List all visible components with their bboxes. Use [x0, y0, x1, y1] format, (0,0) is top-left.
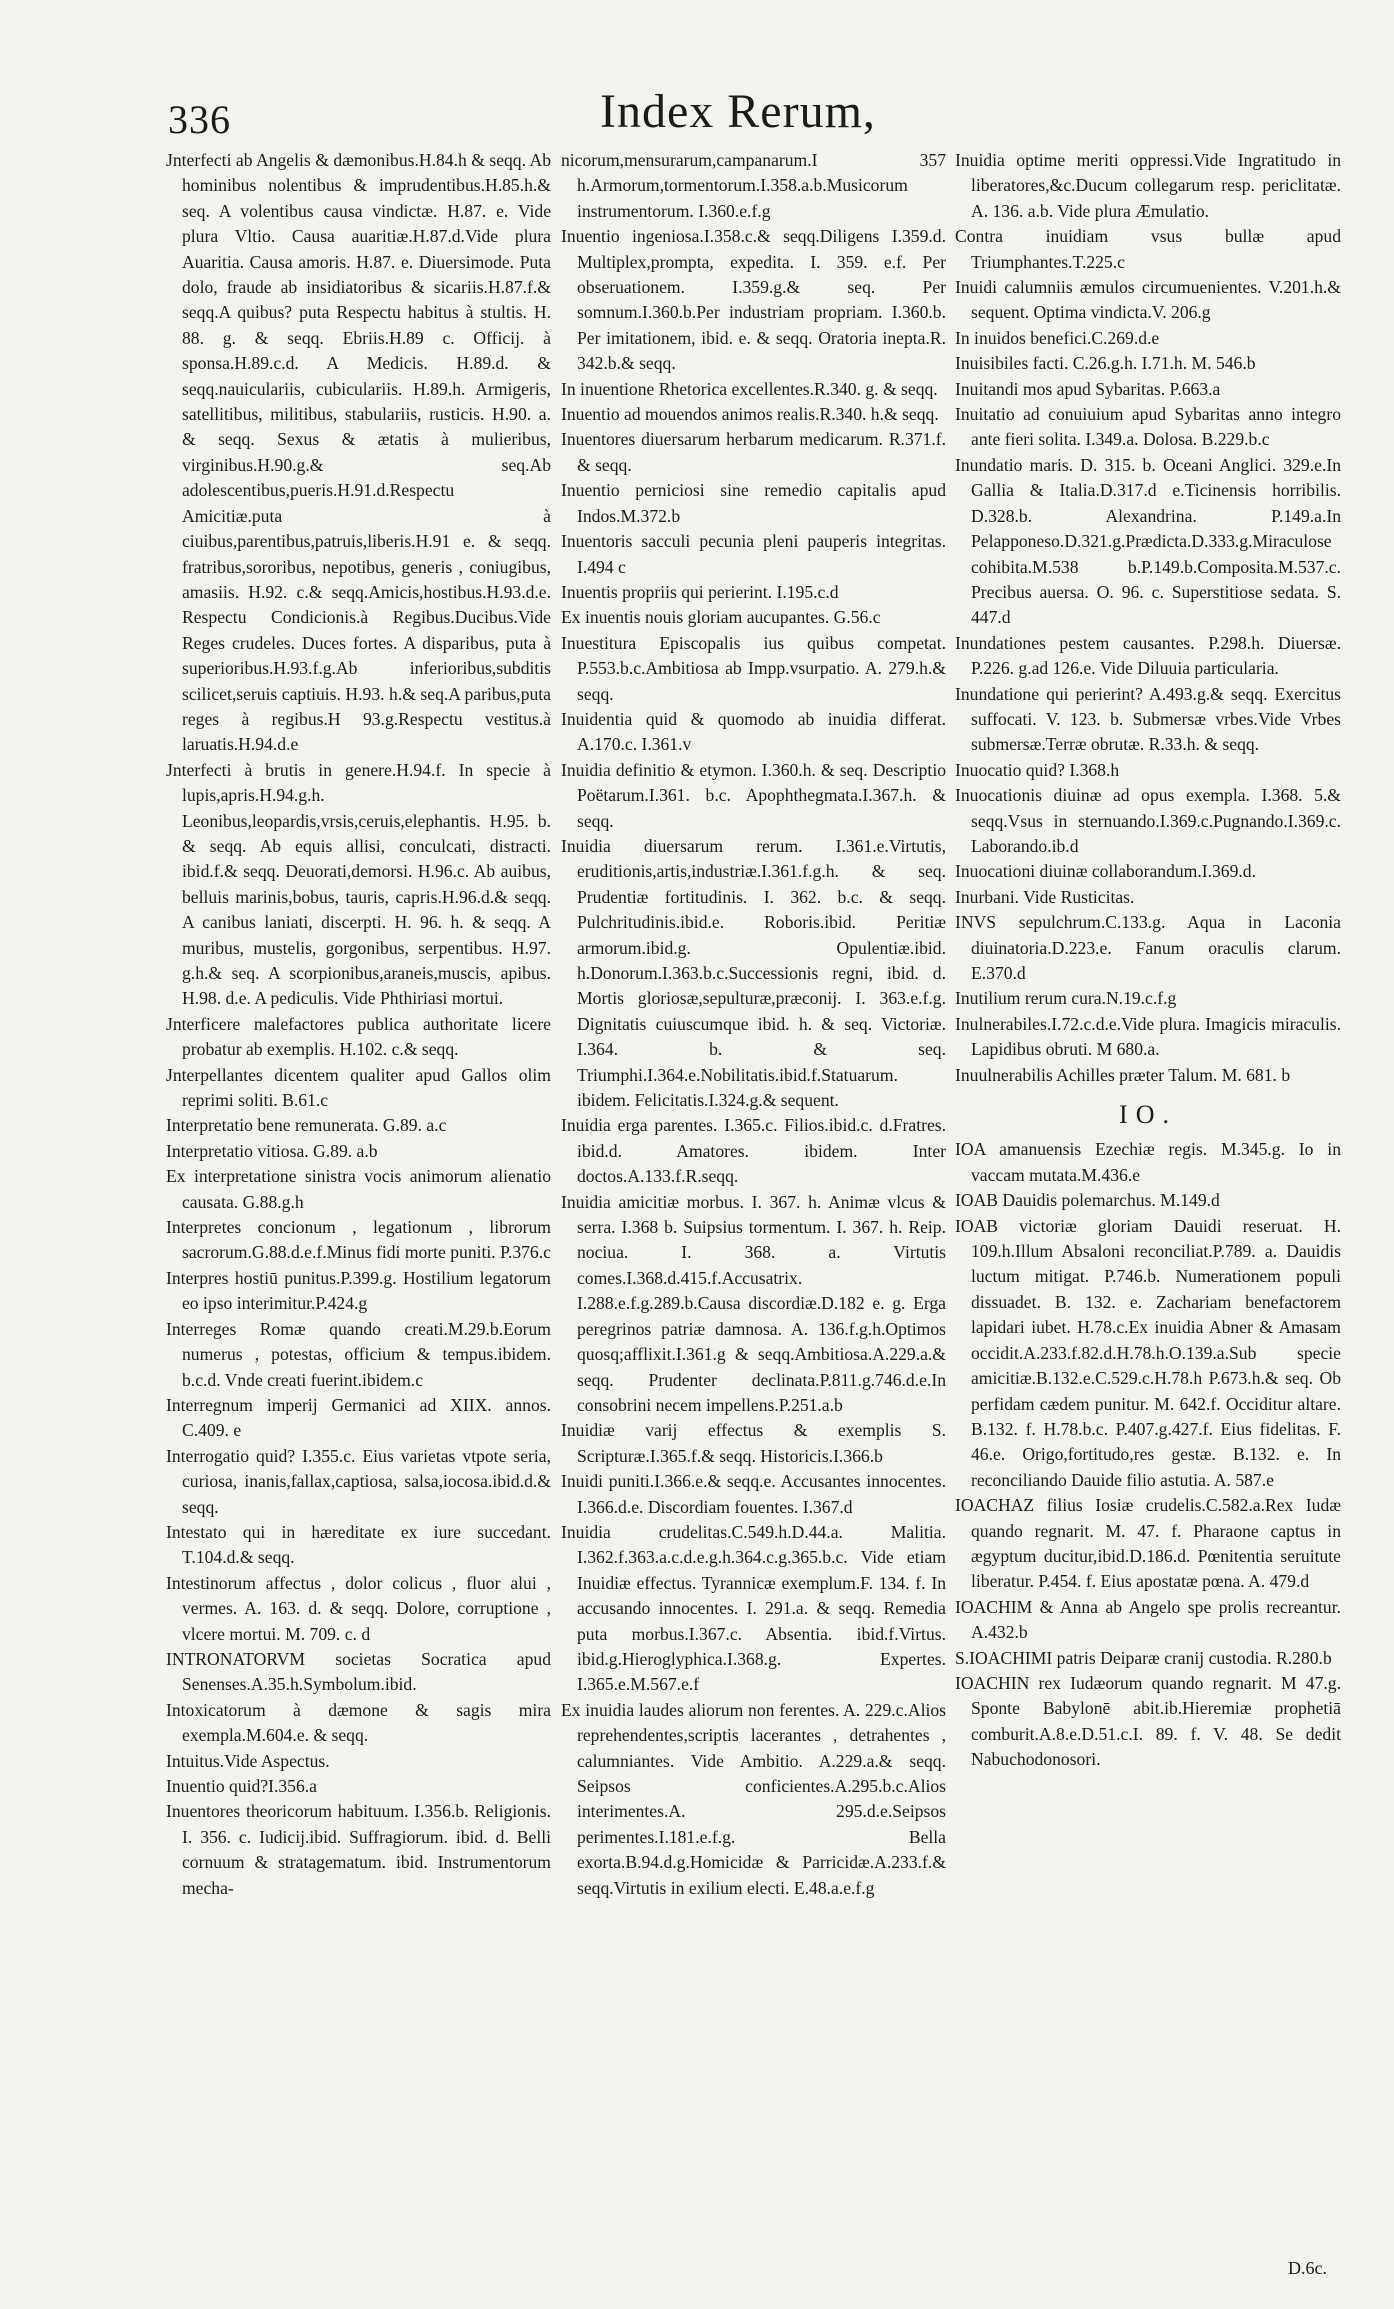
index-column-left	[166, 148, 551, 1901]
index-column-right	[955, 148, 1341, 1773]
index-entry: INTRONATORVM societas Socratica apud Senenses.A.35.h.Symbolum.ibid.	[166, 1648, 551, 1695]
section-heading: IO.	[1119, 1100, 1177, 1130]
index-entry: Ex inuidia laudes aliorum non ferentes. A. 229.c.Alios reprehendentes,scriptis lacerantes , detrahentes , calumniantes. Vide Ambitio. A.229.a.& seqq. Seipsos conficientes.A.295.b.c.Alios interimentes.A. 295.d.e.Seipsos perimentes.I.181.e.f.g. Bella exorta.B.94.d.g.Homicidæ & Parricidæ.A.233.f.& seqq.Virtutis in exilium electi. E.48.a.e.f.g	[561, 1699, 946, 1898]
index-entry: Interpretatio vitiosa. G.89. a.b	[166, 1140, 378, 1161]
index-entry: Interrogatio quid? I.355.c. Eius varietas vtpote seria, curiosa, inanis,fallax,captiosa, salsa,iocosa.ibid.d.& seqq.	[166, 1445, 551, 1517]
index-entry: Inutilium rerum cura.N.19.c.f.g	[955, 988, 1177, 1009]
index-entry: Inuidi calumniis æmulos circumuenientes. V.201.h.& sequent. Optima vindicta.V. 206.g	[955, 277, 1341, 323]
page-title: Index Rerum,	[600, 85, 876, 138]
index-entry: Jnterfecti ab Angelis & dæmonibus.H.84.h & seqq. Ab hominibus nolentibus & imprudentibus.H.85.h.& seq. A volentibus causa vindictæ. H.87. e. Vide plura Vltio. Causa auaritiæ.H.87.d.Vide plura Auaritia. Causa amoris. H.87. e. Diuersimode. Puta dolo, fraude ab insidiatoribus & sicariis.H.87.f.& seqq.A quibus? puta Respectu habitus à stultis. H. 88. g. & seqq. Ebriis.H.89 c. Officij. à sponsa.H.89.c.d. A Medicis. H.89.d. & seqq.nauiculariis, cubiculariis. H.89.h. Armigeris, satellitibus, militibus, stabulariis, rusticis. H.90. a. & seqq. Sexus & ætatis à mulieribus, virginibus.H.90.g.& seq.Ab adolescentibus,pueris.H.91.d.Respectu Amicitiæ.puta à ciuibus,parentibus,patruis,liberis.H.91 e. & seqq. fratribus,sororibus, nepotibus, generis , coniugibus, amasiis. H.92. c.& seqq.Amicis,hostibus.H.93.d.e. Respectu Condicionis.à Regibus.Ducibus.Vide Reges crudeles. Duces fortes. A disparibus, puta à superioribus.H.93.f.g.Ab inferioribus,subditis scilicet,seruis captiuis. H.93. h.& seq.A paribus,puta reges à regibus.H 93.g.Respectu vestitus.à laruatis.H.94.d.e	[166, 150, 551, 755]
index-entry: S.IOACHIMI patris Deiparæ cranij custodia. R.280.b	[955, 1647, 1332, 1668]
index-entry: Ex inuentis nouis gloriam aucupantes. G.56.c	[561, 607, 881, 628]
index-entry: Inuitandi mos apud Sybaritas. P.663.a	[955, 378, 1221, 399]
index-entry: Intuitus.Vide Aspectus.	[166, 1750, 330, 1771]
index-entry: Inuitatio ad conuiuium apud Sybaritas anno integro ante fieri solita. I.349.a. Dolosa. B.229.b.c	[955, 404, 1341, 450]
index-entry: IOACHIM & Anna ab Angelo spe prolis recreantur. A.432.b	[955, 1596, 1341, 1643]
index-entry: Jnterfecti à brutis in genere.H.94.f. In specie à lupis,apris.H.94.g.h. Leonibus,leopardis,vrsis,ceruis,elephantis. H.95. b. & seqq. Ab equis allisi, conculcati, distracti. ibid.f.& seqq. Deuorati,demorsi. H.96.c. Ab auibus, belluis marinis,bobus, tauris, capris.H.96.d.& seqq. A canibus laniati, discerpti. H. 96. h. & seqq. A muribus, mustelis, gorgonibus, serpentibus. H.97. g.h.& seq. A scorpionibus,araneis,muscis, apibus. H.98. d.e. A pediculis. Vide Phthiriasi mortui.	[166, 759, 551, 1009]
index-entry: IOAB victoriæ gloriam Dauidi reseruat. H. 109.h.Illum Absaloni reconciliat.P.789. a. Dauidis luctum mitigat. P.746.b. Numerationem populi dissuadet. B. 132. e. Zachariam benefactorem lapidari iubet. H.78.c.Ex inuidia Abner & Amasam occidit.A.233.f.82.d.H.78.h.O.139.a.Sub specie amicitiæ.B.132.e.C.529.c.H.78.h P.673.h.& seq. Ob perfidam cædem punitur. M. 642.f. Occiditur altare. B.132. f. H.78.b.c. P.407.g.427.f. Eius fidelitas. F. 46.e. Origo,fortitudo,res gestæ. B.132. e. In reconciliando Dauide filio astutia. A. 587.e	[955, 1215, 1341, 1490]
index-entry: Inuidia amicitiæ morbus. I. 367. h. Animæ vlcus & serra. I.368 b. Suipsius tormentum. I. 367. h. Reip. nociua. I. 368. a. Virtutis comes.I.368.d.415.f.Accusatrix. I.288.e.f.g.289.b.Causa discordiæ.D.182 e. g. Erga peregrinos patriæ damnosa. A. 136.f.g.h.Optimos quosq;afflixit.I.361.g & seqq.Ambitiosa.A.229.a.& seqq. Prudenter declinata.P.811.g.746.d.e.In consobrini necem impellens.P.251.a.b	[561, 1191, 946, 1415]
index-entry: Inuestitura Episcopalis ius quibus competat. P.553.b.c.Ambitiosa ab Impp.vsurpatio. A. 279.h.& seqq.	[561, 632, 946, 704]
index-entry: Inuidia optime meriti oppressi.Vide Ingratitudo in liberatores,&c.Ducum collegarum resp. periclitatæ. A. 136. a.b. Vide plura Æmulatio.	[955, 150, 1341, 221]
index-entry: Interpretatio bene remunerata. G.89. a.c	[166, 1115, 447, 1136]
index-entry: Inuidia definitio & etymon. I.360.h. & seq. Descriptio Poëtarum.I.361. b.c. Apophthegmata.I.367.h. & seqq.	[561, 759, 946, 831]
index-entry: Interregnum imperij Germanici ad XIIX. annos. C.409. e	[166, 1394, 551, 1441]
index-entry: Inuentoris sacculi pecunia pleni pauperis integritas. I.494 c	[561, 531, 946, 577]
index-entry: Inulnerabiles.I.72.c.d.e.Vide plura. Imagicis miraculis. Lapidibus obruti. M 680.a.	[955, 1013, 1341, 1060]
index-entry: Intestinorum affectus , dolor colicus , fluor alui , vermes. A. 163. d. & seqq. Dolore, corruptione , vlcere mortui. M. 709. c. d	[166, 1572, 551, 1644]
index-entry: Intestato qui in hæreditate ex iure succedant. T.104.d.& seqq.	[166, 1521, 551, 1568]
index-entry: Inuidentia quid & quomodo ab inuidia differat. A.170.c. I.361.v	[561, 708, 946, 755]
index-entry: Intoxicatorum à dæmone & sagis mira exempla.M.604.e. & seqq.	[166, 1699, 551, 1746]
index-entry: Inuentis propriis qui perierint. I.195.c.d	[561, 581, 839, 602]
index-entry: IOAB Dauidis polemarchus. M.149.d	[955, 1190, 1220, 1211]
index-entry: Inuentores diuersarum herbarum medicarum. R.371.f. & seqq.	[561, 429, 946, 475]
index-entry: Inuentores theoricorum habituum. I.356.b. Religionis. I. 356. c. Iudicij.ibid. Suffragiorum. ibid. d. Belli cornuum & stratagematum. ibid. Instrumentorum mecha-	[166, 1801, 551, 1898]
index-entry: Interpres hostiū punitus.P.399.g. Hostilium legatorum eo ipso interimitur.P.424.g	[166, 1267, 551, 1314]
index-column-middle	[561, 148, 946, 1901]
index-entry: In inuidos benefici.C.269.d.e	[955, 327, 1160, 348]
index-entry: Inuentio ad mouendos animos realis.R.340. h.& seqq.	[561, 404, 939, 425]
index-entry: Inuentio ingeniosa.I.358.c.& seqq.Diligens I.359.d. Multiplex,prompta, expedita. I. 359. e.f. Per obseruationem. I.359.g.& seq. Per somnum.I.360.b.Per industriam propriam. I.360.b. Per imitationem, ibid. e. & seqq. Oratoria inepta.R. 342.b.& seqq.	[561, 226, 946, 374]
index-entry: Inuidia diuersarum rerum. I.361.e.Virtutis, eruditionis,artis,industriæ.I.361.f.g.h. & seq. Prudentiæ fortitudinis. I. 362. b.c. & seqq. Pulchritudinis.ibid.e. Roboris.ibid. Peritiæ armorum.ibid.g. Opulentiæ.ibid. h.Donorum.I.363.b.c.Successionis regni, ibid. d. Mortis gloriosæ,sepulturæ,præconij. I. 363.e.f.g. Dignitatis cuiuscumque ibid. h. & seq. Victoriæ. I.364. b. & seq. Triumphi.I.364.e.Nobilitatis.ibid.f.Statuarum. ibidem. Felicitatis.I.324.g.& sequent.	[561, 835, 946, 1111]
catchword: D.6c.	[1288, 2258, 1327, 2278]
page-number: 336	[168, 97, 231, 142]
index-entry: Inuidia crudelitas.C.549.h.D.44.a. Malitia. I.362.f.363.a.c.d.e.g.h.364.c.g.365.b.c. Vide etiam Inuidiæ effectus. Tyrannicæ exemplum.F. 134. f. In accusando innocentes. I. 291.a. & seqq. Remedia puta morbus.I.367.c. Absentia. ibid.f.Virtus. ibid.g.Hieroglyphica.I.368.g. Expertes. I.365.e.M.567.e.f	[561, 1521, 946, 1695]
index-entry: Interreges Romæ quando creati.M.29.b.Eorum numerus , potestas, officium & tempus.ibidem. b.c.d. Vnde creati fuerint.ibidem.c	[166, 1318, 551, 1390]
index-entry: Inuentio perniciosi sine remedio capitalis apud Indos.M.372.b	[561, 480, 946, 526]
index-entry: Inuentio quid?I.356.a	[166, 1776, 317, 1796]
index-entry: Inuocatio quid? I.368.h	[955, 759, 1120, 780]
index-entry: Inuocationis diuinæ ad opus exempla. I.368. 5.& seqq.Vsus in sternuando.I.369.c.Pugnando.I.369.c. Laborando.ib.d	[955, 785, 1341, 856]
index-entry: Jnterpellantes dicentem qualiter apud Gallos olim reprimi soliti. B.61.c	[166, 1064, 551, 1111]
index-entry: Inundatione qui perierint? A.493.g.& seqq. Exercitus suffocati. V. 123. b. Submersæ vrbes.Vide Vrbes submersæ.Terræ obrutæ. R.33.h. & seqq.	[955, 683, 1341, 755]
index-entry: Jnterficere malefactores publica authoritate licere probatur ab exemplis. H.102. c.& seqq.	[166, 1013, 551, 1060]
index-entry: Inurbani. Vide Rusticitas.	[955, 886, 1135, 907]
index-entry: Inuidi puniti.I.366.e.& seqq.e. Accusantes innocentes. I.366.d.e. Discordiam fouentes. I.367.d	[561, 1471, 946, 1517]
index-entry: Contra inuidiam vsus bullæ apud Triumphantes.T.225.c	[955, 226, 1341, 272]
index-entry: Inuocationi diuinæ collaborandum.I.369.d.	[955, 861, 1256, 882]
index-entry: Inuulnerabilis Achilles præter Talum. M. 681. b	[955, 1064, 1291, 1085]
index-entry: nicorum,mensurarum,campanarum.I 357 h.Armorum,tormentorum.I.358.a.b.Musicorum instrumentorum. I.360.e.f.g	[561, 150, 946, 221]
index-entry: Ex interpretatione sinistra vocis animorum alienatio causata. G.88.g.h	[166, 1166, 551, 1212]
index-entry: In inuentione Rhetorica excellentes.R.340. g. & seqq.	[561, 378, 938, 399]
index-entry: IOACHAZ filius Iosiæ crudelis.C.582.a.Rex Iudæ quando regnarit. M. 47. f. Pharaone captus in ægyptum ducitur,ibid.D.186.d. Pœnitentia seruitute liberatur. P.454. f. Eius apostatæ pœna. A. 479.d	[955, 1495, 1341, 1592]
index-entry: Inundatio maris. D. 315. b. Oceani Anglici. 329.e.In Gallia & Italia.D.317.d e.Ticinensis horribilis. D.328.b. Alexandrina. P.149.a.In Pelapponeso.D.321.g.Prædicta.D.333.g.Miraculose cohibita.M.538 b.P.149.b.Composita.M.537.c. Precibus auersa. O. 96. c. Superstitiose sedata. S. 447.d	[955, 454, 1341, 628]
index-entry: IOACHIN rex Iudæorum quando regnarit. M 47.g. Sponte Babylonē abit.ib.Hieremiæ prophetiā comburit.A.8.e.D.51.c.I. 89. f. V. 48. Se dedit Nabuchodonosori.	[955, 1672, 1341, 1770]
index-entry: Inuisibiles facti. C.26.g.h. I.71.h. M. 546.b	[955, 353, 1256, 374]
index-entry: INVS sepulchrum.C.133.g. Aqua in Laconia diuinatoria.D.223.e. Fanum oraculis clarum. E.370.d	[955, 912, 1341, 983]
index-entry: Inuidia erga parentes. I.365.c. Filios.ibid.c. d.Fratres. ibid.d. Amatores. ibidem. Inter doctos.A.133.f.R.seqq.	[561, 1115, 946, 1187]
index-entry: Inundationes pestem causantes. P.298.h. Diuersæ. P.226. g.ad 126.e. Vide Diluuia particularia.	[955, 632, 1341, 679]
index-entry: Inuidiæ varij effectus & exemplis S. Scripturæ.I.365.f.& seqq. Historicis.I.366.b	[561, 1420, 946, 1466]
index-entry: Interpretes concionum , legationum , librorum sacrorum.G.88.d.e.f.Minus fidi morte puniti. P.376.c	[166, 1217, 551, 1263]
index-entry: IOA amanuensis Ezechiæ regis. M.345.g. Io in vaccam mutata.M.436.e	[955, 1139, 1341, 1185]
